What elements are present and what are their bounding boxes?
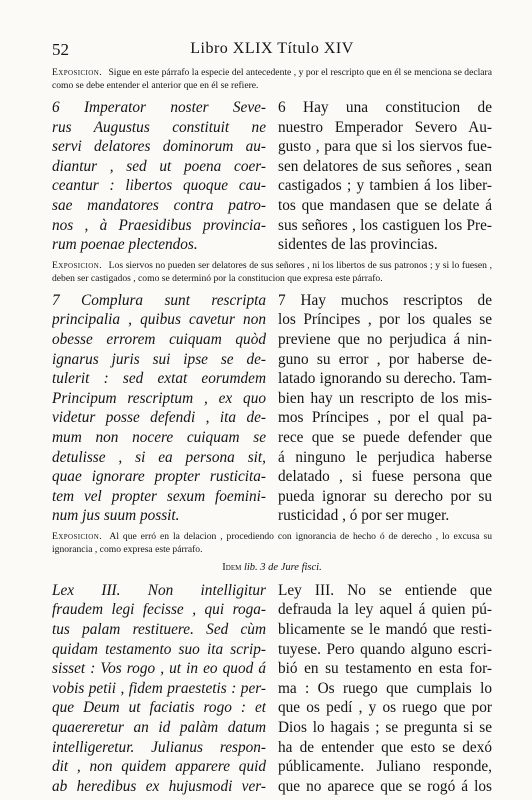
latin-line: tem vel propter sexum foemini- bbox=[52, 487, 266, 505]
latin-line: fraudem legi fecisse , qui roga- bbox=[52, 601, 266, 619]
spanish-line: blicamente se le mandó que resti- bbox=[278, 621, 492, 639]
spanish-line: castigados ; y tambien á los liber- bbox=[278, 177, 492, 195]
spanish-line: Ley III. No se entiende que bbox=[278, 581, 492, 599]
section-6 bbox=[52, 98, 492, 255]
lex-3 bbox=[52, 581, 492, 797]
latin-line: principalia , quibus cavetur non bbox=[52, 311, 266, 329]
latin-line: sisset : Vos rogo , ut in eo quod á bbox=[52, 660, 266, 678]
latin-column bbox=[52, 291, 266, 526]
spanish-column bbox=[278, 291, 492, 526]
spanish-line: que os pedí , y os ruego que por bbox=[278, 699, 492, 717]
latin-line: ab heredibus ex hujusmodi ver- bbox=[52, 777, 266, 795]
latin-line: ignarus juris sui ipse se de- bbox=[52, 350, 266, 368]
latin-line: quaereretur an id palàm datum bbox=[52, 719, 266, 737]
spanish-line: bien hay un rescripto de los mis- bbox=[278, 389, 492, 407]
spanish-line: los Príncipes , por los quales se bbox=[278, 311, 492, 329]
spanish-line: delatado , si fuese persona que bbox=[278, 468, 492, 486]
spanish-line: bió en su testamento en esta for- bbox=[278, 660, 492, 678]
exposicion-3 bbox=[52, 530, 492, 556]
latin-line: que Deum ut faciatis rogo : et bbox=[52, 699, 266, 717]
spanish-line: ma : Os ruego que cumplais lo bbox=[278, 679, 492, 697]
spanish-line: Dios lo hagais ; se pregunta si se bbox=[278, 719, 492, 737]
latin-line: servi delatores dominorum au- bbox=[52, 138, 266, 156]
latin-line: vobis petii , fidem praestetis : per- bbox=[52, 679, 266, 697]
spanish-column bbox=[278, 98, 492, 255]
idem-ref: lib. 3 de Jure fisci. bbox=[243, 561, 322, 573]
latin-line: num jus suum possit. bbox=[52, 507, 180, 525]
running-title: Libro XLIX Título XIV bbox=[190, 40, 354, 57]
latin-line: quae ignorare propter rusticita- bbox=[52, 468, 266, 486]
latin-line: dit , non quidem apparere quid bbox=[52, 758, 266, 776]
latin-line: quidam testamento suo ita scrip- bbox=[52, 640, 266, 658]
spanish-line: tos que mandasen que se delate á bbox=[278, 196, 492, 214]
latin-line: rum poenae plectendos. bbox=[52, 236, 198, 254]
spanish-line: á ninguno le perjudica haberse bbox=[278, 448, 492, 466]
latin-line: tulerit : sed extat eorumdem bbox=[52, 370, 266, 388]
page-header bbox=[52, 40, 492, 62]
exposicion-text: Al que erró en la delacion , procediendo con ignorancia de hecho ó de derecho , lo excusa su ignorancia , como expresa este párrafo. bbox=[52, 530, 492, 555]
latin-line: Lex III. Non intelligitur bbox=[52, 581, 266, 599]
spanish-line: defrauda la ley aquel á quien pú- bbox=[278, 601, 492, 619]
spanish-line: ha de entender que esto se dexó bbox=[278, 738, 492, 756]
spanish-column bbox=[278, 581, 492, 797]
exposicion-2 bbox=[52, 259, 492, 285]
spanish-line: sus señores , los castiguen los Pre- bbox=[278, 216, 492, 234]
latin-column bbox=[52, 98, 266, 255]
spanish-line: rusticidad , ó por ser muger. bbox=[278, 507, 450, 525]
latin-line: intelligeretur. Julianus respon- bbox=[52, 738, 266, 756]
latin-column bbox=[52, 581, 266, 797]
latin-line: diantur , sed ut poena coer- bbox=[52, 157, 266, 175]
spanish-line: nuestro Emperador Severo Au- bbox=[278, 118, 492, 136]
exposicion-text: Sigue en este párrafo la especie del antecedente , y por el rescripto que en él se menciona se declara como se debe entender el anterior que en él se refiere. bbox=[52, 67, 492, 91]
latin-line: videtur posse defendi , ita de- bbox=[52, 409, 266, 427]
page bbox=[52, 40, 492, 796]
exposicion-text: Los siervos no pueden ser delatores de sus señores , ni los libertos de sus patronos ; y si lo fuesen , deben ser castigados , como se determinó por la constitucion que expresa este párrafo. bbox=[52, 259, 492, 284]
idem-label: Idem bbox=[222, 561, 242, 573]
source-reference bbox=[52, 562, 492, 573]
spanish-line: 7 Hay muchos rescriptos de bbox=[278, 291, 492, 309]
spanish-line: sidentes de las provincias. bbox=[278, 236, 438, 254]
spanish-line: pueda ignorar su derecho por su bbox=[278, 487, 492, 505]
spanish-line: sen delatores de sus señores , sean bbox=[278, 157, 492, 175]
exposicion-1 bbox=[52, 66, 492, 92]
latin-line: 6 Imperator noster Seve- bbox=[52, 99, 266, 116]
latin-line: Principum rescriptum , ex quo bbox=[52, 389, 266, 407]
spanish-line: gusto , para que si los siervos fue- bbox=[278, 138, 492, 156]
latin-line: obesse errorem cuiquam quòd bbox=[52, 330, 266, 348]
page-number: 52 bbox=[52, 40, 69, 59]
spanish-line: previene que no perjudica á nin- bbox=[278, 330, 492, 348]
section-7 bbox=[52, 291, 492, 526]
latin-line: tus palam restituere. Sed cùm bbox=[52, 621, 266, 639]
latin-line: nos , à Praesidibus provincia- bbox=[52, 216, 266, 234]
spanish-line: 6 Hay una constitucion de bbox=[278, 99, 492, 116]
latin-line: rus Augustus constituit ne bbox=[52, 118, 266, 136]
latin-line: mum non nocere cuiquam se bbox=[52, 428, 266, 446]
spanish-line: tuyese. Pero quando alguno escri- bbox=[278, 640, 492, 658]
spanish-line: mos Príncipes , por el qual pa- bbox=[278, 409, 492, 427]
spanish-line: rece que se puede defender que bbox=[278, 428, 492, 446]
spanish-line: públicamente. Juliano responde, bbox=[278, 758, 492, 776]
exposicion-label: Exposicion. bbox=[52, 259, 102, 271]
latin-line: detulisse , si ea persona sit, bbox=[52, 448, 266, 466]
latin-line: ceantur : libertos quoque cau- bbox=[52, 177, 266, 195]
exposicion-label: Exposicion. bbox=[52, 530, 102, 542]
latin-line: 7 Complura sunt rescripta bbox=[52, 291, 266, 309]
latin-line: sae mandatores contra patro- bbox=[52, 196, 266, 214]
spanish-line: latado ignorando su derecho. Tam- bbox=[278, 370, 492, 388]
spanish-line: que no aparece que se rogó á los bbox=[278, 777, 492, 795]
exposicion-label: Exposicion. bbox=[52, 67, 102, 78]
spanish-line: guno su error , por haberse de- bbox=[278, 350, 492, 368]
